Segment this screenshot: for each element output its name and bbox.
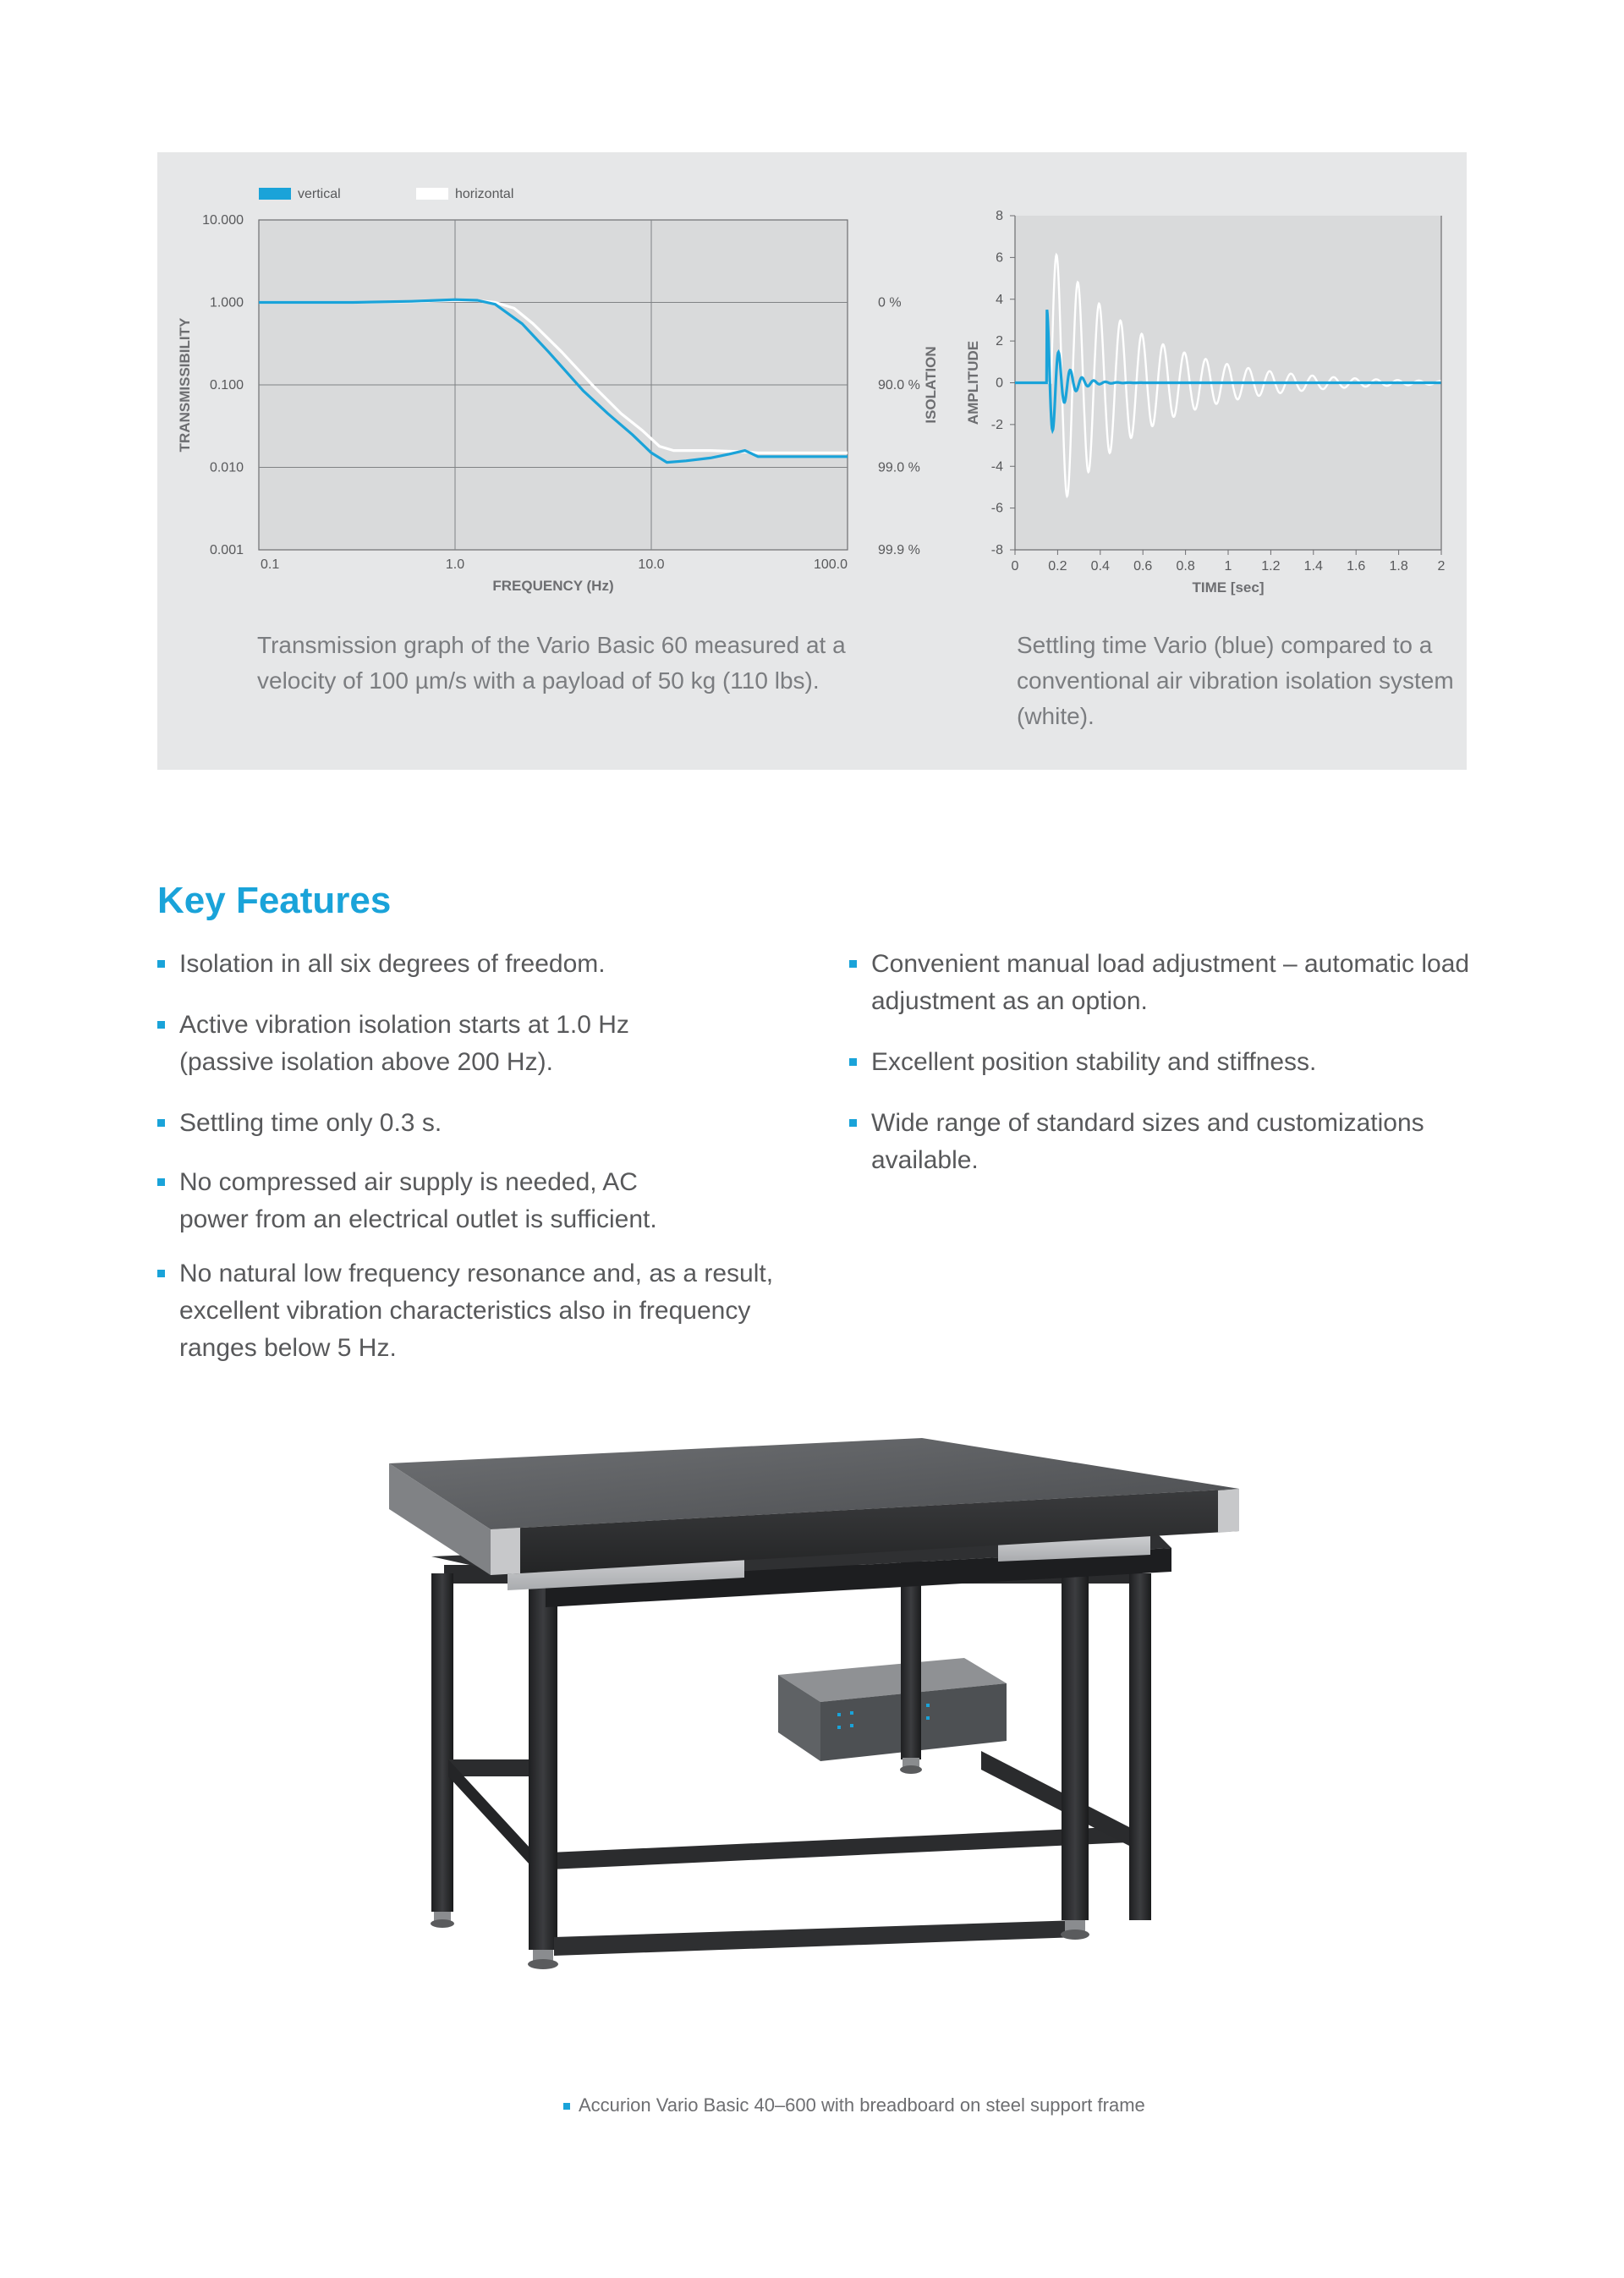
transmissibility-chart (177, 187, 939, 594)
leveling-foot (1061, 1929, 1089, 1940)
x-tick-label: 0.4 (1090, 559, 1110, 574)
legend-label-horizontal: horizontal (455, 187, 514, 201)
feature-item (849, 1044, 1489, 1081)
frame-stretcher (550, 1827, 1129, 1869)
bullet-icon (563, 2103, 570, 2110)
photo-caption (563, 2094, 1145, 2116)
feature-text: Isolation in all six degrees of freedom. (179, 950, 606, 978)
x-tick-label: 0.6 (1133, 559, 1153, 574)
x-tick-label: 1.4 (1303, 559, 1323, 574)
feature-item (157, 1255, 822, 1367)
y-tick-label: 0.010 (209, 460, 244, 475)
bullet-icon (849, 1058, 857, 1066)
settling-time-chart (965, 209, 1446, 596)
x-tick-label: 1.8 (1389, 559, 1408, 574)
product-photo (338, 1430, 1353, 2005)
y-tick-label: -6 (990, 501, 1003, 516)
leveling-foot (431, 1919, 454, 1928)
leveling-foot (528, 1959, 558, 1969)
legend-swatch-horizontal (416, 188, 448, 200)
y-tick-label: 6 (996, 250, 1003, 266)
legend-label-vertical: vertical (298, 187, 341, 201)
y-tick-label: -2 (990, 417, 1003, 432)
y2-axis-title: ISOLATION (923, 346, 939, 424)
frame-stretcher (554, 1920, 1078, 1956)
frame-leg (431, 1573, 453, 1912)
y-tick-label: -8 (990, 543, 1003, 557)
y2-tick-label: 0 % (878, 295, 902, 310)
leveling-foot (900, 1765, 922, 1774)
y-tick-label: 0.001 (209, 543, 244, 557)
x-tick-label: 1.2 (1261, 559, 1281, 574)
feature-text: Active vibration isolation starts at 1.0 Hz (passive isolation above 200 Hz). (179, 1011, 629, 1076)
y-tick-label: 10.000 (202, 213, 244, 228)
feature-text: Settling time only 0.3 s. (179, 1109, 442, 1137)
x-tick-label: 100.0 (813, 557, 848, 572)
controller-box (778, 1658, 1007, 1761)
photo-caption-text: Accurion Vario Basic 40–600 with breadboard on steel support frame (579, 2094, 1145, 2116)
x-tick-label: 1.6 (1347, 559, 1366, 574)
bullet-icon (849, 960, 857, 968)
x-tick-label: 0.8 (1176, 559, 1195, 574)
feature-item (157, 946, 839, 983)
bullet-icon (157, 1021, 165, 1029)
breadboard-corner (491, 1528, 520, 1575)
feature-item (157, 1164, 687, 1238)
x-tick-label: 1.0 (445, 557, 465, 572)
feature-text: No compressed air supply is needed, AC power from an electrical outlet is sufficient. (179, 1168, 657, 1233)
y-tick-label: 4 (996, 292, 1003, 307)
bullet-icon (157, 1270, 165, 1277)
feature-text: Convenient manual load adjustment – automatic load adjustment as an option. (871, 950, 1470, 1015)
x-tick-label: 0.2 (1048, 559, 1067, 574)
feature-text: No natural low frequency resonance and, as a result, excellent vibration characteristics also in frequency ranges below 5 Hz. (179, 1260, 774, 1362)
y-axis-title: TRANSMISSIBILITY (177, 317, 193, 453)
y2-tick-label: 90.0 % (878, 378, 920, 392)
x-tick-label: 0.1 (261, 557, 280, 572)
key-features-title: Key Features (157, 880, 392, 921)
bullet-icon (849, 1119, 857, 1127)
frame-leg (529, 1556, 557, 1950)
bullet-icon (157, 960, 165, 968)
frame-leg (1062, 1548, 1089, 1920)
y2-tick-label: 99.9 % (878, 543, 920, 557)
feature-text: Excellent position stability and stiffness. (871, 1048, 1317, 1076)
x-tick-label: 10.0 (638, 557, 665, 572)
feature-text: Wide range of standard sizes and customizations available. (871, 1109, 1424, 1174)
y-tick-label: 0 (996, 376, 1003, 391)
feature-item (157, 1007, 653, 1081)
bullet-icon (157, 1178, 165, 1186)
feature-item (849, 1105, 1446, 1179)
y-tick-label: 8 (996, 209, 1003, 223)
frame-leg (1129, 1573, 1151, 1920)
transmission-caption: Transmission graph of the Vario Basic 60 measured at a velocity of 100 µm/s with a payload of 50 kg (110 lbs). (257, 632, 846, 694)
bullet-icon (157, 1119, 165, 1127)
feature-item (157, 1105, 839, 1142)
x-tick-label: 2 (1437, 559, 1446, 574)
y-tick-label: 1.000 (209, 295, 244, 310)
legend-swatch-vertical (259, 188, 291, 200)
x-tick-label: 0 (1011, 559, 1019, 574)
breadboard-corner (1218, 1489, 1239, 1533)
x-axis-title: FREQUENCY (Hz) (492, 578, 614, 594)
y-tick-label: 0.100 (209, 378, 244, 392)
y-tick-label: -4 (990, 459, 1003, 475)
x-tick-label: 1 (1224, 559, 1232, 574)
settling-caption: Settling time Vario (blue) compared to a conventional air vibration isolation system (white). (1017, 632, 1454, 729)
x-axis-title: TIME [sec] (1192, 579, 1265, 596)
y2-tick-label: 99.0 % (878, 460, 920, 475)
feature-item (849, 946, 1489, 1020)
y-tick-label: 2 (996, 334, 1003, 349)
y-axis-title: AMPLITUDE (965, 340, 981, 425)
